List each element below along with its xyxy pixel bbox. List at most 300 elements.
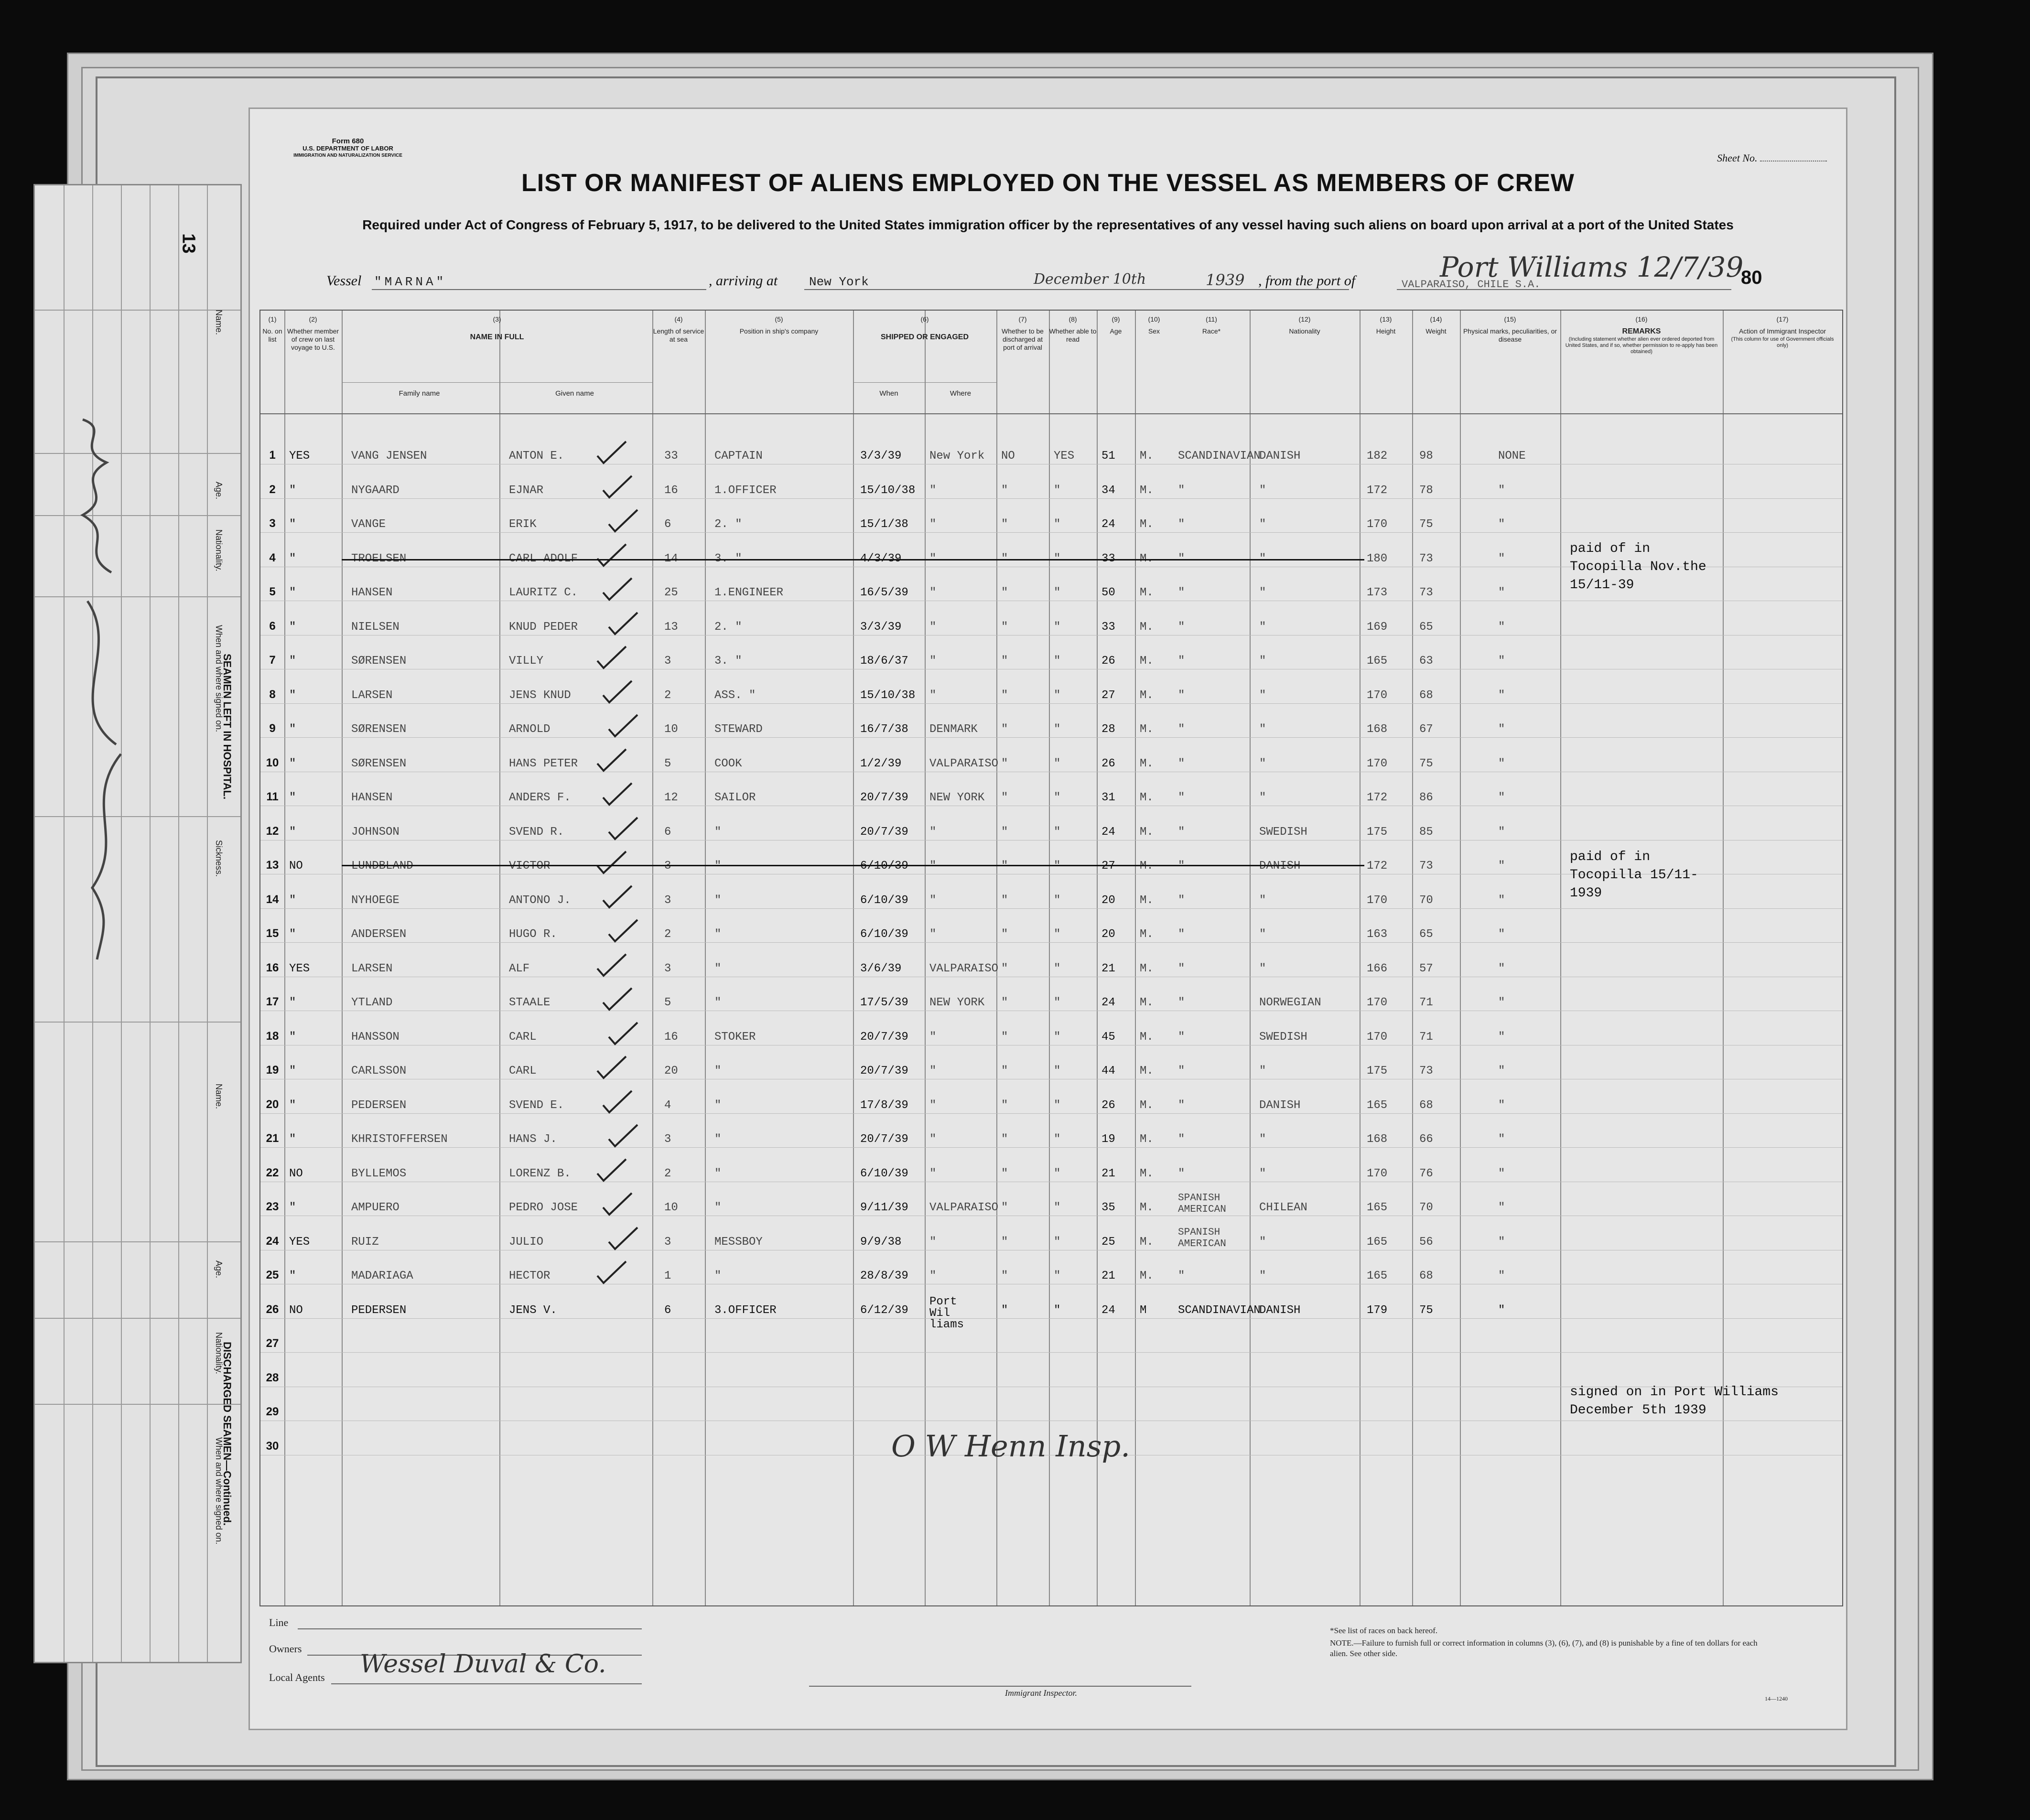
cell-position: 2. ": [714, 620, 742, 634]
cell-marks: ": [1498, 655, 1505, 668]
cell-service: 33: [664, 450, 678, 463]
cell-service: 10: [664, 723, 678, 736]
hospital-stub: [33, 184, 242, 1663]
voyage-line: [326, 251, 1846, 293]
cell-family: YTLAND: [351, 996, 393, 1009]
cell-height: 165: [1367, 1098, 1388, 1112]
owners-label: Owners: [269, 1643, 302, 1655]
cell-read: ": [1054, 1133, 1061, 1146]
cell-nat: ": [1259, 791, 1266, 804]
cell-weight: 66: [1419, 1133, 1433, 1146]
cell-read: ": [1054, 723, 1061, 736]
cell-read: ": [1054, 620, 1061, 634]
cell-race: ": [1178, 1167, 1185, 1180]
cell-height: 165: [1367, 655, 1388, 668]
cell-position: ": [714, 928, 722, 941]
cell-marks: ": [1498, 1235, 1505, 1249]
cell-where: NEW YORK: [929, 791, 985, 804]
cell-age: 34: [1101, 484, 1115, 497]
cell-read: ": [1054, 1303, 1061, 1317]
checkmark-icon: [601, 1191, 634, 1219]
cell-race: ": [1178, 1030, 1185, 1044]
cell-nat: ": [1259, 1133, 1266, 1146]
cell-family: PEDERSEN: [351, 1303, 407, 1317]
cell-when: 15/1/38: [860, 518, 908, 531]
cell-position: ": [714, 1167, 722, 1180]
cell-age: 27: [1101, 860, 1115, 872]
cell-marks: ": [1498, 791, 1505, 804]
cell-family: RUIZ: [351, 1235, 379, 1249]
cell-age: 26: [1101, 757, 1115, 770]
cell-prev: ": [289, 1201, 296, 1214]
checkmark-icon: [601, 781, 634, 809]
cell-sex: M.: [1140, 552, 1154, 565]
cell-position: COOK: [714, 757, 742, 770]
cell-nat: ": [1259, 586, 1266, 599]
cell-when: 20/7/39: [860, 1133, 908, 1146]
cell-when: 16/7/38: [860, 723, 908, 736]
column-header-10: (10) Sex: [1148, 315, 1160, 335]
cell-sex: M.: [1140, 484, 1154, 497]
column-header-13: (13) Height: [1376, 315, 1396, 335]
checkmark-icon: [595, 439, 628, 468]
cell-weight: 78: [1419, 484, 1433, 497]
cell-age: 26: [1101, 1098, 1115, 1112]
cell-age: 21: [1101, 1270, 1115, 1282]
cell-service: 12: [664, 791, 678, 804]
cell-when: 9/11/39: [860, 1201, 908, 1214]
cell-age: 33: [1101, 620, 1115, 634]
cell-given: JENS KNUD: [509, 689, 571, 702]
cell-family: NYGAARD: [351, 484, 400, 497]
cell-read: ": [1054, 1167, 1061, 1180]
cell-disch: ": [1001, 860, 1008, 872]
cell-position: STOKER: [714, 1030, 756, 1044]
cell-prev: ": [289, 484, 296, 497]
cell-service: 3: [664, 1133, 671, 1146]
column-header-15: (15) Physical marks, peculiarities, or disease: [1463, 315, 1557, 343]
cell-race: ": [1178, 620, 1185, 634]
checkmark-icon: [606, 815, 640, 844]
remark-row-26: signed on in Port Williams December 5th 1939: [1570, 1385, 1779, 1418]
cell-sex: M: [1140, 1303, 1147, 1317]
cell-service: 1: [664, 1270, 671, 1282]
row-number: 6: [269, 619, 276, 633]
cell-sex: M.: [1140, 1167, 1154, 1180]
cell-when: 6/10/39: [860, 928, 908, 941]
cell-given: ERIK: [509, 518, 537, 531]
cell-race: SCANDINAVIAN: [1178, 450, 1261, 463]
cell-position: 3. ": [714, 655, 742, 668]
cell-when: 6/10/39: [860, 1167, 908, 1180]
cell-read: ": [1054, 791, 1061, 804]
cell-when: 20/7/39: [860, 1065, 908, 1077]
cell-disch: NO: [1001, 450, 1015, 463]
row-number: 25: [266, 1269, 279, 1282]
cell-given: VILLY: [509, 655, 544, 668]
cell-height: 163: [1367, 928, 1388, 941]
row-number: 26: [266, 1303, 279, 1316]
cell-read: ": [1054, 552, 1061, 565]
cell-age: 24: [1101, 825, 1115, 839]
row-number: 10: [266, 756, 279, 769]
cell-read: ": [1054, 586, 1061, 599]
cell-disch: ": [1001, 586, 1008, 599]
from-underline: [1397, 289, 1731, 290]
cell-age: 50: [1101, 586, 1115, 599]
cell-disch: ": [1001, 723, 1008, 736]
row-number: 22: [266, 1166, 279, 1179]
cell-when: 16/5/39: [860, 586, 908, 599]
hospital-col-name: Name.: [214, 310, 224, 335]
cell-prev: ": [289, 518, 296, 531]
cell-height: 166: [1367, 962, 1388, 975]
cell-marks: ": [1498, 1303, 1505, 1317]
cell-weight: 68: [1419, 1098, 1433, 1112]
cell-where: VALPARAISO: [929, 757, 999, 770]
discharged-col-age: Age.: [214, 1260, 224, 1279]
row-number: 12: [266, 824, 279, 838]
cell-nat: ": [1259, 689, 1266, 702]
cell-disch: ": [1001, 825, 1008, 839]
cell-marks: ": [1498, 552, 1505, 565]
cell-prev: ": [289, 791, 296, 804]
checkmark-icon: [606, 507, 640, 536]
cell-family: SØRENSEN: [351, 723, 407, 736]
cell-race: ": [1178, 552, 1185, 565]
cell-weight: 68: [1419, 689, 1433, 702]
service: IMMIGRATION AND NATURALIZATION SERVICE: [293, 153, 402, 158]
cell-prev: NO: [289, 1303, 303, 1317]
cell-family: ANDERSEN: [351, 928, 407, 941]
cell-sex: M.: [1140, 791, 1154, 804]
cell-prev: ": [289, 723, 296, 736]
cell-service: 4: [664, 1098, 671, 1112]
cell-nat: NORWEGIAN: [1259, 996, 1321, 1009]
cell-marks: ": [1498, 1270, 1505, 1282]
cell-service: 2: [664, 928, 671, 941]
cell-given: LAURITZ C.: [509, 586, 578, 599]
cell-where: ": [929, 552, 937, 565]
cell-position: 3.OFFICER: [714, 1303, 777, 1317]
cell-height: 169: [1367, 620, 1388, 634]
cell-age: 20: [1101, 928, 1115, 941]
cell-where: ": [929, 928, 937, 941]
cell-prev: ": [289, 1065, 296, 1077]
cell-disch: ": [1001, 1167, 1008, 1180]
cell-race: SCANDINAVIAN: [1178, 1303, 1261, 1317]
cell-sex: M.: [1140, 928, 1154, 941]
cell-family: HANSEN: [351, 586, 393, 599]
vessel-underline: [372, 289, 706, 290]
row-number: 7: [269, 654, 276, 667]
cell-when: 6/10/39: [860, 894, 908, 907]
cell-weight: 85: [1419, 825, 1433, 839]
sheet-label: Sheet No.: [1717, 152, 1758, 164]
cell-service: 16: [664, 1030, 678, 1044]
cell-race: ": [1178, 962, 1185, 975]
checkmark-icon: [606, 917, 640, 946]
hospital-col-nationality: Nationality.: [214, 529, 224, 571]
cell-position: 3. ": [714, 552, 742, 565]
column-header-8: (8) Whether able to read: [1049, 315, 1097, 343]
cell-age: 45: [1101, 1030, 1115, 1044]
cell-where: ": [929, 860, 937, 872]
cell-race: ": [1178, 518, 1185, 531]
cell-marks: ": [1498, 928, 1505, 941]
cell-service: 14: [664, 552, 678, 565]
cell-marks: ": [1498, 996, 1505, 1009]
crew-table: [259, 310, 1843, 1606]
cell-when: 3/3/39: [860, 450, 902, 463]
cell-service: 3: [664, 894, 671, 907]
cell-given: CARL: [509, 1065, 537, 1077]
cell-prev: NO: [289, 1167, 303, 1180]
cell-service: 10: [664, 1201, 678, 1214]
cell-sex: M.: [1140, 825, 1154, 839]
cell-sex: M.: [1140, 518, 1154, 531]
cell-weight: 56: [1419, 1235, 1433, 1249]
row-number: 24: [266, 1234, 279, 1248]
cell-family: HANSEN: [351, 791, 393, 804]
form-code: 14—1240: [1765, 1695, 1788, 1702]
cell-marks: ": [1498, 757, 1505, 770]
cell-marks: ": [1498, 689, 1505, 702]
cell-position: 2. ": [714, 518, 742, 531]
cell-nat: CHILEAN: [1259, 1201, 1307, 1214]
cell-prev: NO: [289, 860, 303, 872]
cell-family: SØRENSEN: [351, 655, 407, 668]
cell-age: 21: [1101, 1167, 1115, 1180]
cell-given: ANTONO J.: [509, 894, 571, 907]
cell-when: 3/3/39: [860, 620, 902, 634]
cell-service: 16: [664, 484, 678, 497]
cell-where: ": [929, 620, 937, 634]
cell-marks: ": [1498, 1065, 1505, 1077]
row-number: 18: [266, 1029, 279, 1043]
column-subheader: When: [879, 389, 898, 398]
row-number: 3: [269, 517, 276, 530]
cell-disch: ": [1001, 1030, 1008, 1044]
arrival-underline: [804, 289, 1349, 290]
cell-family: NIELSEN: [351, 620, 400, 634]
page-number: 80: [1741, 267, 1762, 288]
cell-prev: ": [289, 1030, 296, 1044]
discharged-col-name: Name.: [214, 1084, 224, 1109]
discharged-col-signed: When and where signed on.: [214, 1437, 224, 1545]
checkmark-icon: [601, 678, 634, 707]
cell-given: PEDRO JOSE: [509, 1201, 578, 1214]
checkmark-icon: [606, 610, 640, 639]
checkmark-icon: [601, 1088, 634, 1117]
cell-read: ": [1054, 757, 1061, 770]
cell-nat: ": [1259, 484, 1266, 497]
cell-marks: ": [1498, 1098, 1505, 1112]
cell-when: 20/7/39: [860, 825, 908, 839]
cell-race: ": [1178, 928, 1185, 941]
cell-weight: 71: [1419, 996, 1433, 1009]
hospital-col-sickness: Sickness.: [214, 840, 224, 877]
cell-where: ": [929, 825, 937, 839]
cell-service: 2: [664, 1167, 671, 1180]
discharged-title: DISCHARGED SEAMEN—Continued.: [221, 1342, 233, 1526]
cell-read: ": [1054, 1065, 1061, 1077]
checkmark-icon: [595, 849, 628, 878]
row-number: 23: [266, 1200, 279, 1213]
remark-row-12: paid of in Tocopilla 15/11-1939: [1570, 850, 1698, 901]
cell-age: 20: [1101, 894, 1115, 907]
cell-weight: 67: [1419, 723, 1433, 736]
stub-scribble: [54, 410, 197, 983]
checkmark-icon: [595, 1054, 628, 1083]
cell-position: ": [714, 1133, 722, 1146]
cell-prev: YES: [289, 450, 310, 463]
cell-family: MADARIAGA: [351, 1270, 413, 1282]
cell-when: 3/6/39: [860, 962, 902, 975]
footnote-races: *See list of races on back hereof.: [1330, 1626, 1438, 1635]
cell-read: ": [1054, 484, 1061, 497]
cell-when: 4/3/39: [860, 552, 902, 565]
checkmark-icon: [595, 644, 628, 673]
cell-where: Port Wil liams: [929, 1295, 964, 1331]
cell-disch: ": [1001, 518, 1008, 531]
cell-nat: SWEDISH: [1259, 825, 1307, 839]
column-header-5: (5) Position in ship's company: [739, 315, 819, 335]
cell-sex: M.: [1140, 450, 1154, 463]
cell-where: ": [929, 689, 937, 702]
cell-position: ": [714, 1098, 722, 1112]
cell-disch: ": [1001, 1303, 1008, 1317]
cell-height: 170: [1367, 689, 1388, 702]
stub-number: 13: [178, 233, 199, 254]
cell-disch: ": [1001, 928, 1008, 941]
row-number: 2: [269, 483, 276, 496]
cell-when: 17/5/39: [860, 996, 908, 1009]
cell-height: 170: [1367, 1167, 1388, 1180]
cell-given: SVEND R.: [509, 825, 564, 839]
cell-race: ": [1178, 791, 1185, 804]
row-number: 19: [266, 1064, 279, 1077]
cell-age: 21: [1101, 962, 1115, 975]
cell-sex: M.: [1140, 1065, 1154, 1077]
cell-given: ANDERS F.: [509, 791, 571, 804]
cell-nat: DANISH: [1259, 450, 1301, 463]
cell-age: 19: [1101, 1133, 1115, 1146]
cell-prev: YES: [289, 962, 310, 975]
arrival-date: December 10th: [1034, 271, 1146, 288]
cell-given: HECTOR: [509, 1270, 551, 1282]
cell-sex: M.: [1140, 996, 1154, 1009]
cell-position: ": [714, 825, 722, 839]
cell-where: VALPARAISO: [929, 962, 999, 975]
cell-service: 3: [664, 655, 671, 668]
cell-age: 28: [1101, 723, 1115, 736]
cell-marks: ": [1498, 484, 1505, 497]
cell-where: ": [929, 1235, 937, 1249]
cell-disch: ": [1001, 552, 1008, 565]
cell-race: ": [1178, 757, 1185, 770]
checkmark-icon: [595, 542, 628, 571]
cell-prev: ": [289, 1098, 296, 1112]
cell-disch: ": [1001, 1065, 1008, 1077]
cell-nat: DANISH: [1259, 1303, 1301, 1317]
cell-race: ": [1178, 1065, 1185, 1077]
cell-marks: ": [1498, 1201, 1505, 1214]
cell-nat: ": [1259, 894, 1266, 907]
cell-prev: ": [289, 996, 296, 1009]
row-number: 21: [266, 1132, 279, 1145]
cell-age: 26: [1101, 655, 1115, 668]
cell-height: 165: [1367, 1270, 1388, 1282]
line-label: Line: [269, 1616, 289, 1628]
cell-sex: M.: [1140, 620, 1154, 634]
cell-weight: 73: [1419, 586, 1433, 599]
cell-height: 168: [1367, 1133, 1388, 1146]
row-number: 30: [266, 1439, 279, 1453]
cell-disch: ": [1001, 894, 1008, 907]
cell-sex: M.: [1140, 723, 1154, 736]
cell-nat: ": [1259, 655, 1266, 668]
cell-position: ": [714, 1065, 722, 1077]
row-number: 16: [266, 961, 279, 974]
cell-race: ": [1178, 723, 1185, 736]
row-number: 28: [266, 1371, 279, 1384]
cell-weight: 70: [1419, 894, 1433, 907]
cell-race: SPANISH AMERICAN: [1178, 1227, 1226, 1249]
cell-height: 172: [1367, 484, 1388, 497]
cell-race: ": [1178, 1270, 1185, 1282]
cell-height: 170: [1367, 894, 1388, 907]
cell-family: BYLLEMOS: [351, 1167, 407, 1180]
vessel-name: "MARNA": [374, 275, 447, 289]
cell-position: MESSBOY: [714, 1235, 763, 1249]
cell-read: ": [1054, 1098, 1061, 1112]
row-12-strike: [342, 865, 1364, 866]
checkmark-icon: [606, 1225, 640, 1254]
cell-weight: 75: [1419, 757, 1433, 770]
cell-family: PEDERSEN: [351, 1098, 407, 1112]
cell-position: 1.OFFICER: [714, 484, 777, 497]
cell-position: SAILOR: [714, 791, 756, 804]
cell-position: ": [714, 962, 722, 975]
checkmark-icon: [601, 576, 634, 604]
row-number: 17: [266, 995, 279, 1008]
cell-read: ": [1054, 689, 1061, 702]
cell-when: 6/12/39: [860, 1303, 908, 1317]
cell-position: ": [714, 1270, 722, 1282]
cell-nat: ": [1259, 723, 1266, 736]
column-header-6: (6) SHIPPED OR ENGAGED When Where: [853, 315, 996, 411]
cell-given: EJNAR: [509, 484, 544, 497]
cell-given: KNUD PEDER: [509, 620, 578, 634]
footnote-penalty: NOTE.—Failure to furnish full or correct information in columns (3), (6), (7), and (8) is punishable by a fine of ten dollars for each alien. See other side.: [1330, 1638, 1758, 1658]
cell-race: ": [1178, 655, 1185, 668]
cell-prev: ": [289, 655, 296, 668]
cell-given: VICTOR: [509, 860, 551, 872]
checkmark-icon: [595, 1259, 628, 1288]
cell-height: 175: [1367, 1065, 1388, 1077]
cell-weight: 70: [1419, 1201, 1433, 1214]
column-header-11: (11) Race*: [1202, 315, 1221, 335]
cell-weight: 75: [1419, 1303, 1433, 1317]
column-header-12: (12) Nationality: [1289, 315, 1320, 335]
cell-service: 5: [664, 996, 671, 1009]
cell-age: 31: [1101, 791, 1115, 804]
cell-race: SPANISH AMERICAN: [1178, 1193, 1226, 1215]
manifest-form: [248, 108, 1847, 1730]
cell-sex: M.: [1140, 962, 1154, 975]
cell-family: AMPUERO: [351, 1201, 400, 1214]
